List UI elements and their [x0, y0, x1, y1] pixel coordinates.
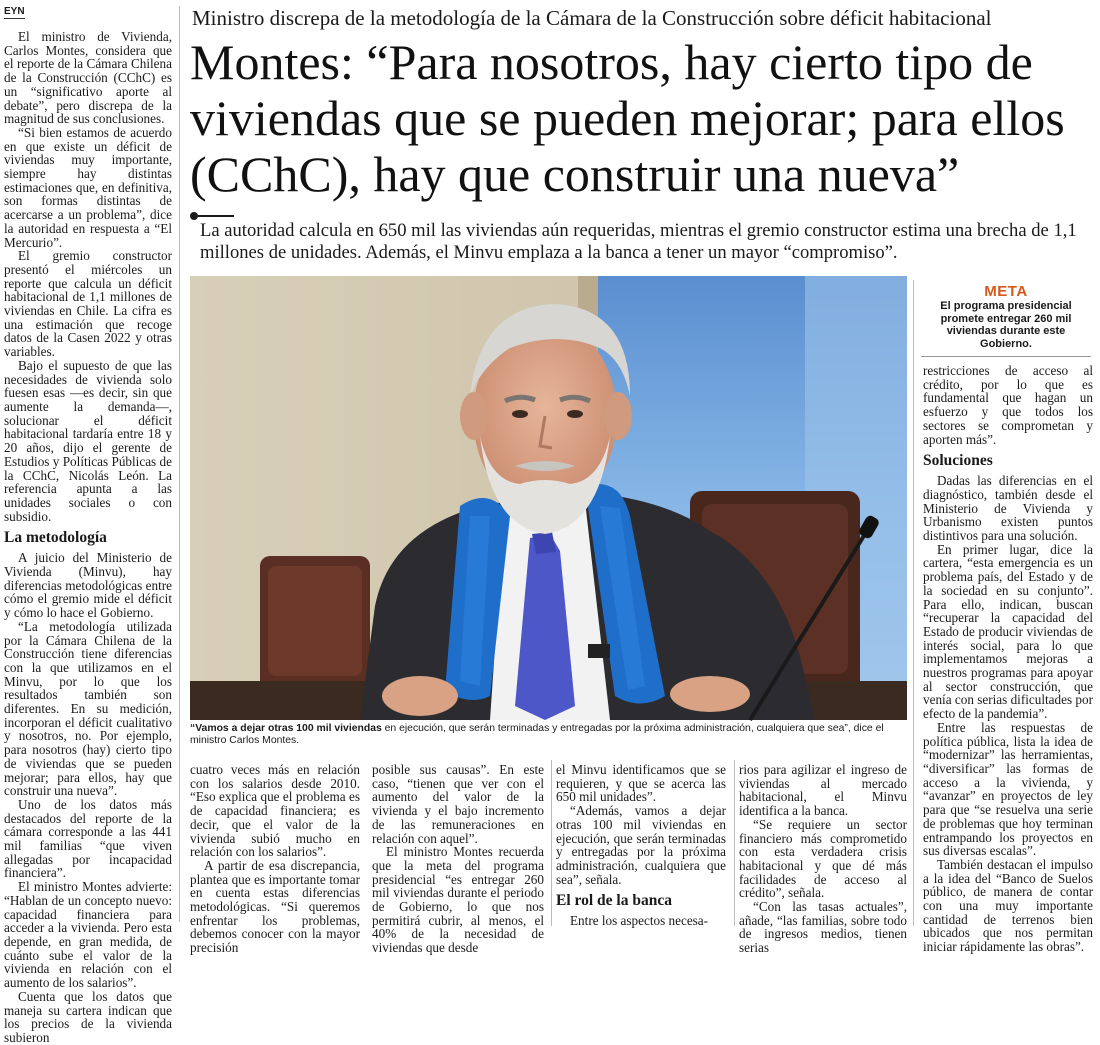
headline — [190, 34, 1095, 202]
paragraph: “Se requiere un sector financiero más comprometido con esta verdadera crisis habitacional y que dé más facilidades de acceso al crédito”, señala. — [739, 816, 907, 901]
headline-line: Montes: “Para nosotros, hay cierto tipo de — [190, 34, 1033, 90]
paragraph: El ministro Montes recuerda que la meta del programa presidencial “es entregar 260 mil viviendas durante el periodo de Gobierno, lo que nos permitirá cubrir, al menos, el 40% de la necesidad de viviendas que desde — [372, 844, 544, 956]
caption-text: en ejecución, que serán terminadas y entregadas por la próxima administración, cualquiera que sea”, dice el ministro Carlos Montes. — [190, 723, 884, 747]
meta-text: El programa presidencial promete entregar 260 mil viviendas durante este Gobierno. — [940, 300, 1072, 350]
meta-title: META — [984, 283, 1028, 300]
section-tag: EYN — [4, 6, 25, 17]
paragraph: “Además, vamos a dejar otras 100 mil viviendas en ejecución, que serán terminadas y entregadas por la próxima administración, cualquiera que sea”, señala. — [556, 803, 726, 887]
paragraph: restricciones de acceso al crédito, por lo que es fundamental que hagan un esfuerzo y que todos los sectores se comprometan y aporten más”. — [923, 363, 1093, 447]
paragraph: El ministro Montes advierte: “Hablan de un concepto nuevo: capacidad financiera para acceder a la vivienda. Pero esta depende, en gran medida, de cuánto sube el valor de la vivienda en relación con el aumento de los salarios”. — [4, 879, 172, 991]
paragraph: Entre los aspectos necesa- — [570, 913, 709, 929]
paragraph: Cuenta que los datos que maneja su cartera indican que los precios de la vivienda subieron — [4, 988, 172, 1045]
column-divider — [734, 760, 735, 926]
article-column-3 — [372, 762, 544, 956]
column-divider — [913, 280, 914, 926]
paragraph: Entre las respuestas de política pública, lista la idea de “modernizar” las herramientas, “diversificar” las formas de acceso a la vivienda, y “avanzar” en proyectos de ley para que “se resuelva una serie de problemas que hoy terminan entrampando los proyectos en sus diversas escalas”. — [923, 719, 1093, 859]
subheading-metodologia: La metodología — [4, 529, 107, 547]
article-column-6 — [923, 363, 1093, 955]
paragraph: posible sus causas”. En este caso, “tienen que ver con el aumento del valor de la vivienda y el bajo incremento de las remuneraciones en relación con aquel”. — [372, 762, 544, 846]
paragraph: Dadas las diferencias en el diagnóstico, también desde el Ministerio de Vivienda y Urbanismo existen puntos distintivos para una solución. — [923, 473, 1093, 544]
photo-caption — [190, 723, 907, 748]
paragraph: “La metodología utilizada por la Cámara Chilena de la Construcción tiene diferencias con la que utilizamos en el Minvu, por lo que los resultados también son diferentes. En su medición, incorporan el déficit cualitativo y nosotros, no. Por ejemplo, para nosotros (hay) cierto tipo de viviendas que se pueden mejorar; para ellos, hay que construir una nueva”. — [4, 618, 172, 799]
paragraph: En primer lugar, dice la cartera, “esta emergencia es un problema país, del Estado y de la sociedad en su conjunto”. Para ello, indican, buscan “recuperar la capacidad del Estado de producir viviendas de interés social, para lo que implementamos mejoras a nuestros programas para apoyar al sector construcción, que venía con serias dificultades por efecto de la pandemia”. — [923, 541, 1093, 722]
paragraph: “Si bien estamos de acuerdo en que existe un déficit de viviendas muy importante, siempre hay distintas estimaciones que, en definitiva, son formas distintas de acercarse a un problema”, dice la autoridad en respuesta a “El Mercurio”. — [4, 124, 172, 250]
paragraph: cuatro veces más en relación con los salarios desde 2010. “Eso explica que el problema es de capacidad financiera; es decir, que el valor de la vivienda subió mucho en relación con los salarios”. — [190, 762, 360, 860]
article-column-1 — [4, 29, 172, 1045]
paragraph: También destacan el impulso a la idea del “Banco de Suelos público, de manera de contar con una muy importante cantidad de terrenos bien ubicados que nos permitan iniciar rápidamente las obras”. — [923, 856, 1093, 955]
paragraph: A partir de esa discrepancia, plantea que es importante tomar en cuenta estas diferencias metodológicas. “Si queremos enfrentar los problemas, debemos conocer con la mayor precisión — [190, 857, 360, 956]
article-column-5 — [739, 762, 907, 956]
column-divider — [551, 760, 552, 926]
article-column-2 — [190, 762, 360, 956]
caption-lead: “Vamos a dejar otras 100 mil viviendas — [190, 723, 382, 734]
meta-box — [921, 283, 1091, 350]
photo-illustration — [190, 276, 907, 720]
deck-bullet — [190, 212, 198, 220]
paragraph: rios para agilizar el ingreso de viviendas al mercado habitacional, el Minvu identifica a la banca. — [739, 762, 907, 819]
column-divider — [179, 6, 180, 922]
article-column-4 — [556, 762, 726, 929]
subheading-soluciones: Soluciones — [923, 452, 993, 470]
paragraph: “Con las tasas actuales”, añade, “las familias, sobre todo de ingresos medios, tienen serias — [739, 899, 907, 956]
deck: La autoridad calcula en 650 mil las viviendas aún requeridas, mientras el gremio constructor estima una brecha de 1,1 millones de unidades. Además, el Minvu emplaza a la banca a tener un mayor “compromiso”. — [200, 220, 1077, 263]
paragraph: Bajo el supuesto de que las necesidades de vivienda solo fuesen esas —es decir, sin que aumente la demanda—, solucionar el déficit habitacional tardaría entre 18 y 20 años, dijo el gerente de Estudios y Políticas Públicas de la CChC, Nicolás León. La referencia apunta a las unidades sociales o con subsidio. — [4, 357, 172, 524]
meta-divider — [921, 356, 1091, 357]
paragraph: El ministro de Vivienda, Carlos Montes, considera que el reporte de la Cámara Chilena de la Construcción (CChC) es un “significativo aporte al debate”, pero discrepa de la magnitud de sus conclusiones. — [4, 29, 172, 127]
kicker: Ministro discrepa de la metodología de la Cámara de la Construcción sobre déficit habitacional — [192, 6, 992, 30]
paragraph: A juicio del Ministerio de Vivienda (Minvu), hay diferencias metodológicas entre cómo el gremio mide el déficit y cómo lo hace el Gobierno. — [4, 550, 172, 621]
paragraph: El gremio constructor presentó el miércoles un reporte que calcula un déficit habitacional de 1,1 millones de viviendas en Chile. La cifra es una estimación que recoge datos de la Casen 2022 y otras variables. — [4, 248, 172, 360]
deck-rule — [198, 215, 234, 217]
paragraph: Uno de los datos más destacados del reporte de la cámara corresponde a las 441 mil familias “que viven allegadas por incapacidad financiera”. — [4, 796, 172, 881]
paragraph: el Minvu identificamos que se requieren, y que se acerca las 650 mil unidades”. — [556, 762, 726, 805]
article-photo — [190, 276, 907, 720]
headline-line: (CChC), hay que construir una nueva” — [190, 146, 960, 202]
subheading-banca: El rol de la banca — [556, 892, 672, 910]
headline-line: viviendas que se pueden mejorar; para ellos — [190, 90, 1065, 146]
